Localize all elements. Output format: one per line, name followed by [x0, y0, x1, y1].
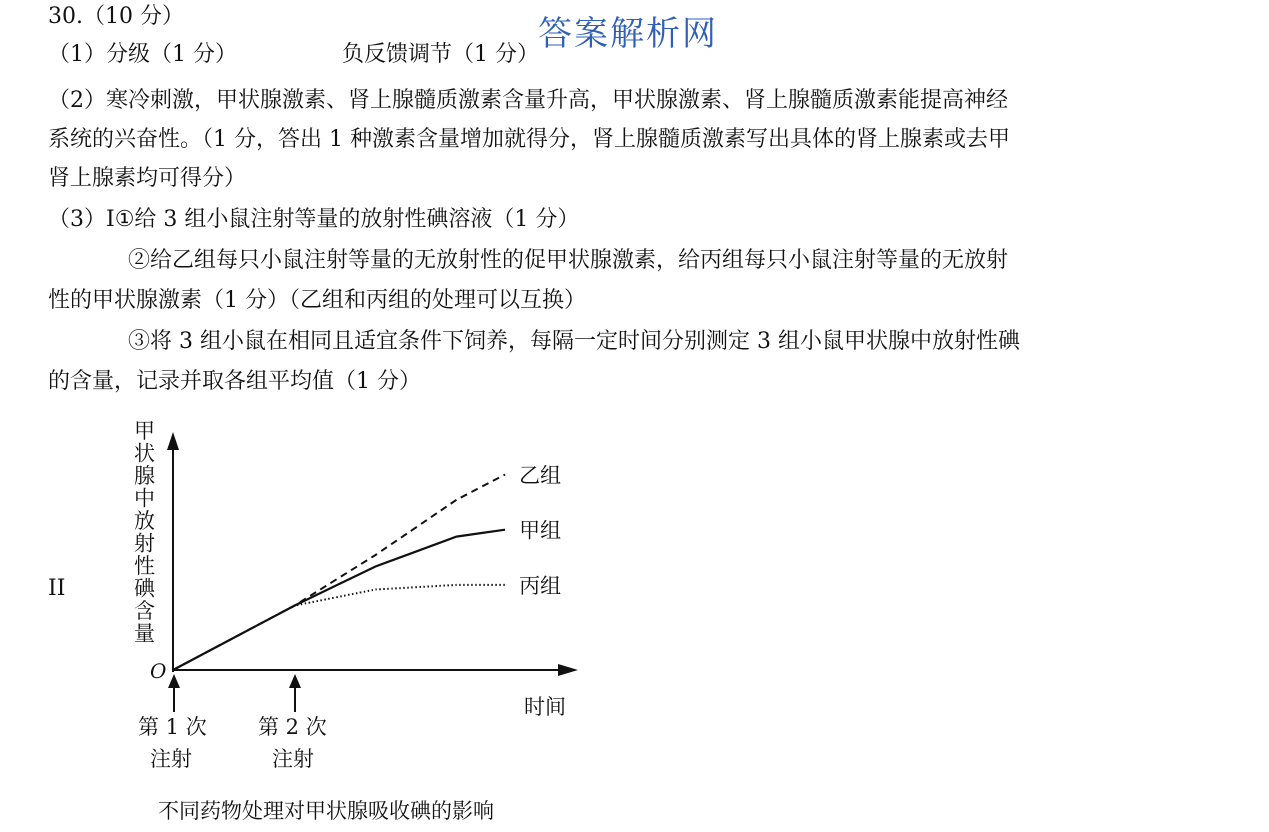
answer-3-line-1: （3）I①给 3 组小鼠注射等量的放射性碘溶液（1 分）: [48, 207, 580, 232]
y-axis-label-char: 碘: [134, 576, 155, 601]
injection-1-label-line1: 第 1 次: [138, 715, 207, 739]
answer-1-part-a: （1）分级（1 分）: [48, 42, 237, 67]
legend-label-yi: 乙组: [519, 463, 562, 488]
injection-2-arrowhead: [289, 674, 301, 688]
answer-3-line-3: 性的甲状腺激素（1 分）（乙组和丙组的处理可以互换）: [48, 288, 586, 313]
answer-3-line-5: 的含量，记录并取各组平均值（1 分）: [48, 369, 421, 394]
injection-2-label-line1: 第 2 次: [258, 715, 327, 739]
origin-label: O: [150, 659, 167, 683]
chart-title: 不同药物处理对甲状腺吸收碘的影响: [158, 799, 494, 823]
y-axis-label-char: 甲: [134, 419, 155, 443]
y-axis-label: [134, 419, 156, 646]
y-axis-arrow: [167, 432, 179, 450]
x-axis-label: 时间: [524, 695, 566, 719]
answer-3-line-4: ③将 3 组小鼠在相同且适宜条件下饲养，每隔一定时间分别测定 3 组小鼠甲状腺中放射性碘: [128, 329, 1020, 354]
answer-3-line-2: ②给乙组每只小鼠注射等量的无放射性的促甲状腺激素，给丙组每只小鼠注射等量的无放射: [128, 248, 1009, 273]
y-axis-label-char: 射: [134, 531, 155, 556]
injection-1-label-line2: 注射: [150, 747, 192, 771]
y-axis-label-char: 量: [134, 621, 155, 646]
answer-2-line-3: 肾上腺素均可得分）: [48, 166, 247, 191]
watermark-text: 答案解析网: [538, 14, 718, 54]
answer-2-line-2: 系统的兴奋性。（1 分，答出 1 种激素含量增加就得分，肾上腺髓质激素写出具体的肾上腺素或去甲: [48, 127, 1010, 152]
injection-1-arrowhead: [168, 674, 180, 688]
y-axis-label-char: 中: [134, 486, 155, 511]
answer-1-part-b: 负反馈调节（1 分）: [342, 42, 539, 67]
series-line-bing: [173, 585, 505, 670]
injection-2-label-line2: 注射: [272, 747, 314, 771]
x-axis-arrow: [558, 664, 578, 676]
answer-2-line-1: （2）寒冷刺激，甲状腺激素、肾上腺髓质激素含量升高，甲状腺激素、肾上腺髓质激素能提高神经: [48, 88, 1009, 113]
y-axis-label-char: 性: [134, 554, 155, 578]
y-axis-label-char: 放: [134, 509, 155, 533]
series-line-jia: [173, 530, 505, 670]
legend-label-bing: 丙组: [519, 573, 562, 598]
question-number: 30.（10 分）: [48, 4, 184, 29]
y-axis-label-char: 腺: [134, 464, 155, 488]
legend-label-jia: 甲组: [519, 518, 562, 543]
part-ii-label: II: [48, 576, 66, 601]
y-axis-label-char: 含: [134, 599, 155, 623]
y-axis-label-char: 状: [134, 441, 155, 466]
series-line-yi: [173, 475, 505, 671]
